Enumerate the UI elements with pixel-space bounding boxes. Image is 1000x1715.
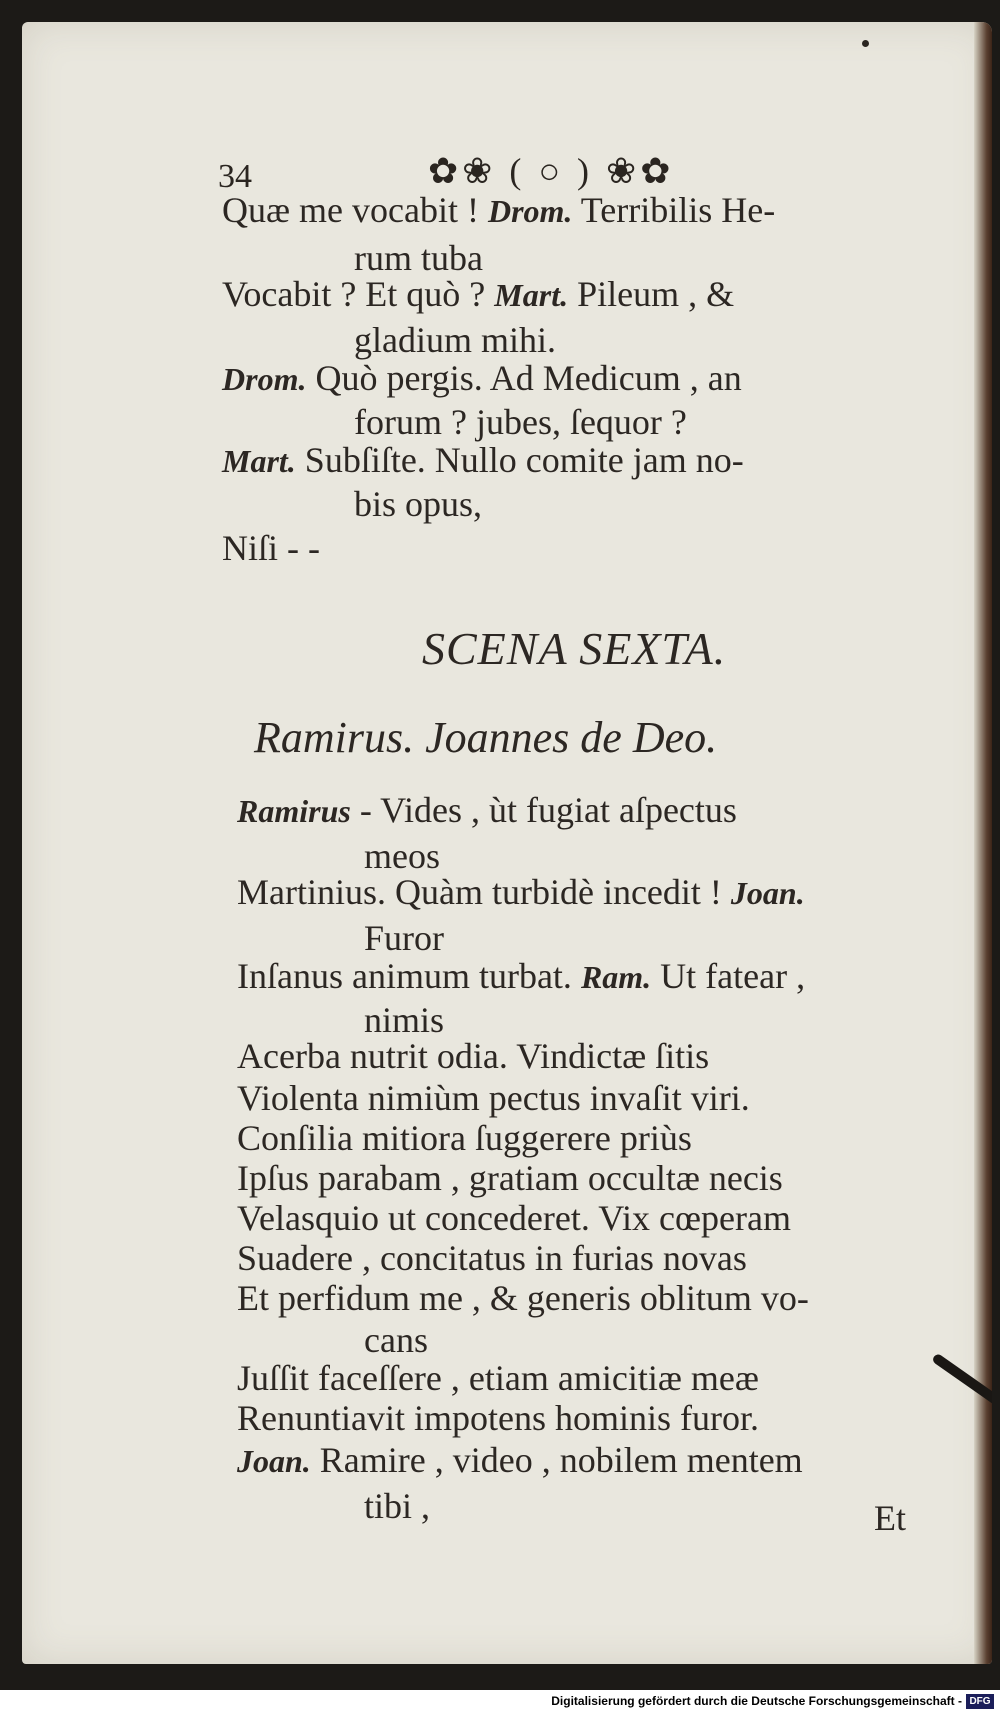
text-line [237,874,805,910]
text-line [237,1080,750,1116]
line-text: gladium mihi. [354,320,556,360]
line-text: meos [364,836,440,876]
text-line [237,1160,783,1196]
line-text: bis opus, [354,484,483,524]
line-text: Terribilis He- [580,190,776,230]
text-line [364,1002,444,1038]
text-line [364,1488,430,1524]
line-text: Violenta nimiùm pectus invaſit viri. [237,1078,750,1118]
line-text: Juſſit faceſſere , etiam amicitiæ meæ [237,1358,759,1398]
text-line [222,276,734,312]
line-text: Suadere , concitatus in furias novas [237,1238,747,1278]
speaker-name: Ramirus [237,793,351,829]
text-line [237,1240,747,1276]
speaker-name: Mart. [494,277,569,313]
line-text: Niſi - - [222,528,320,568]
text-line [237,1280,809,1316]
footer-credit: Digitalisierung gefördert durch die Deutsche Forschungsgemeinschaft - [551,1694,962,1708]
line-text: forum ? jubes, ſequor ? [354,402,687,442]
line-text: Furor [364,918,444,958]
speaker-name: Joan. [730,875,805,911]
line-text: Velasquio ut concederet. Vix cœperam [237,1198,791,1238]
line-text: Renuntiavit impotens hominis furor. [237,1398,759,1438]
line-text: Pileum , & [577,274,735,314]
speaker-name: Drom. [487,193,573,229]
catchword: Et [874,1498,906,1538]
book-page [22,22,992,1664]
book-binding-edge [974,22,992,1664]
text-line [354,240,483,276]
text-line [364,1322,428,1358]
line-text: Ipſus parabam , gratiam occultæ necis [237,1158,783,1198]
text-line [222,442,744,478]
text-line [237,792,737,828]
speaker-name: Ram. [580,959,652,995]
line-text: Et perfidum me , & generis oblitum vo- [237,1278,809,1318]
text-line [222,192,775,228]
page-number: 34 [218,158,252,195]
line-text: Acerba nutrit odia. Vindictæ ſitis [237,1036,710,1076]
speaker-name: Joan. [237,1443,311,1479]
scene-title: SCENA SEXTA. [422,623,727,674]
text-line [237,1120,692,1156]
text-line [364,838,440,874]
speaker-name: Drom. [222,361,307,397]
text-line [237,958,805,994]
text-line [237,1200,791,1236]
line-text: Ut fatear , [660,956,806,996]
text-line [364,920,444,956]
speaker-name: Mart. [222,443,296,479]
text-line [354,486,482,522]
line-text: Quò pergis. Ad Medicum , an [315,358,742,398]
text-line [237,1400,759,1436]
footer-bar [0,1690,1000,1715]
text-line [222,530,320,566]
line-text: Subſiſte. Nullo comite jam no- [304,440,744,480]
line-text: tibi , [364,1486,431,1526]
line-text: Martinius. Quàm turbidè incedit ! [237,872,722,912]
line-text: - Vides , ùt fugiat aſpectus [359,790,737,830]
text-line [354,322,556,358]
ink-dot [862,40,869,47]
line-text: Inſanus animum turbat. [237,956,572,996]
line-text: Ramire , video , nobilem mentem [319,1440,803,1480]
text-line [237,1038,709,1074]
line-text: Quæ me vocabit ! [222,190,479,230]
header-ornament: ✿❀ ( ○ ) ❀✿ [428,151,675,191]
line-text: nimis [364,1000,445,1040]
scene-persons: Ramirus. Joannes de Deo. [254,713,718,762]
text-line [237,1360,759,1396]
text-line [222,360,742,396]
line-text: Conſilia mitiora ſuggerere priùs [237,1118,692,1158]
dfg-logo: DFG [966,1694,994,1709]
text-line [354,404,687,440]
line-text: cans [364,1320,428,1360]
line-text: rum tuba [354,238,483,278]
line-text: Vocabit ? Et quò ? [222,274,486,314]
text-line [237,1442,803,1478]
